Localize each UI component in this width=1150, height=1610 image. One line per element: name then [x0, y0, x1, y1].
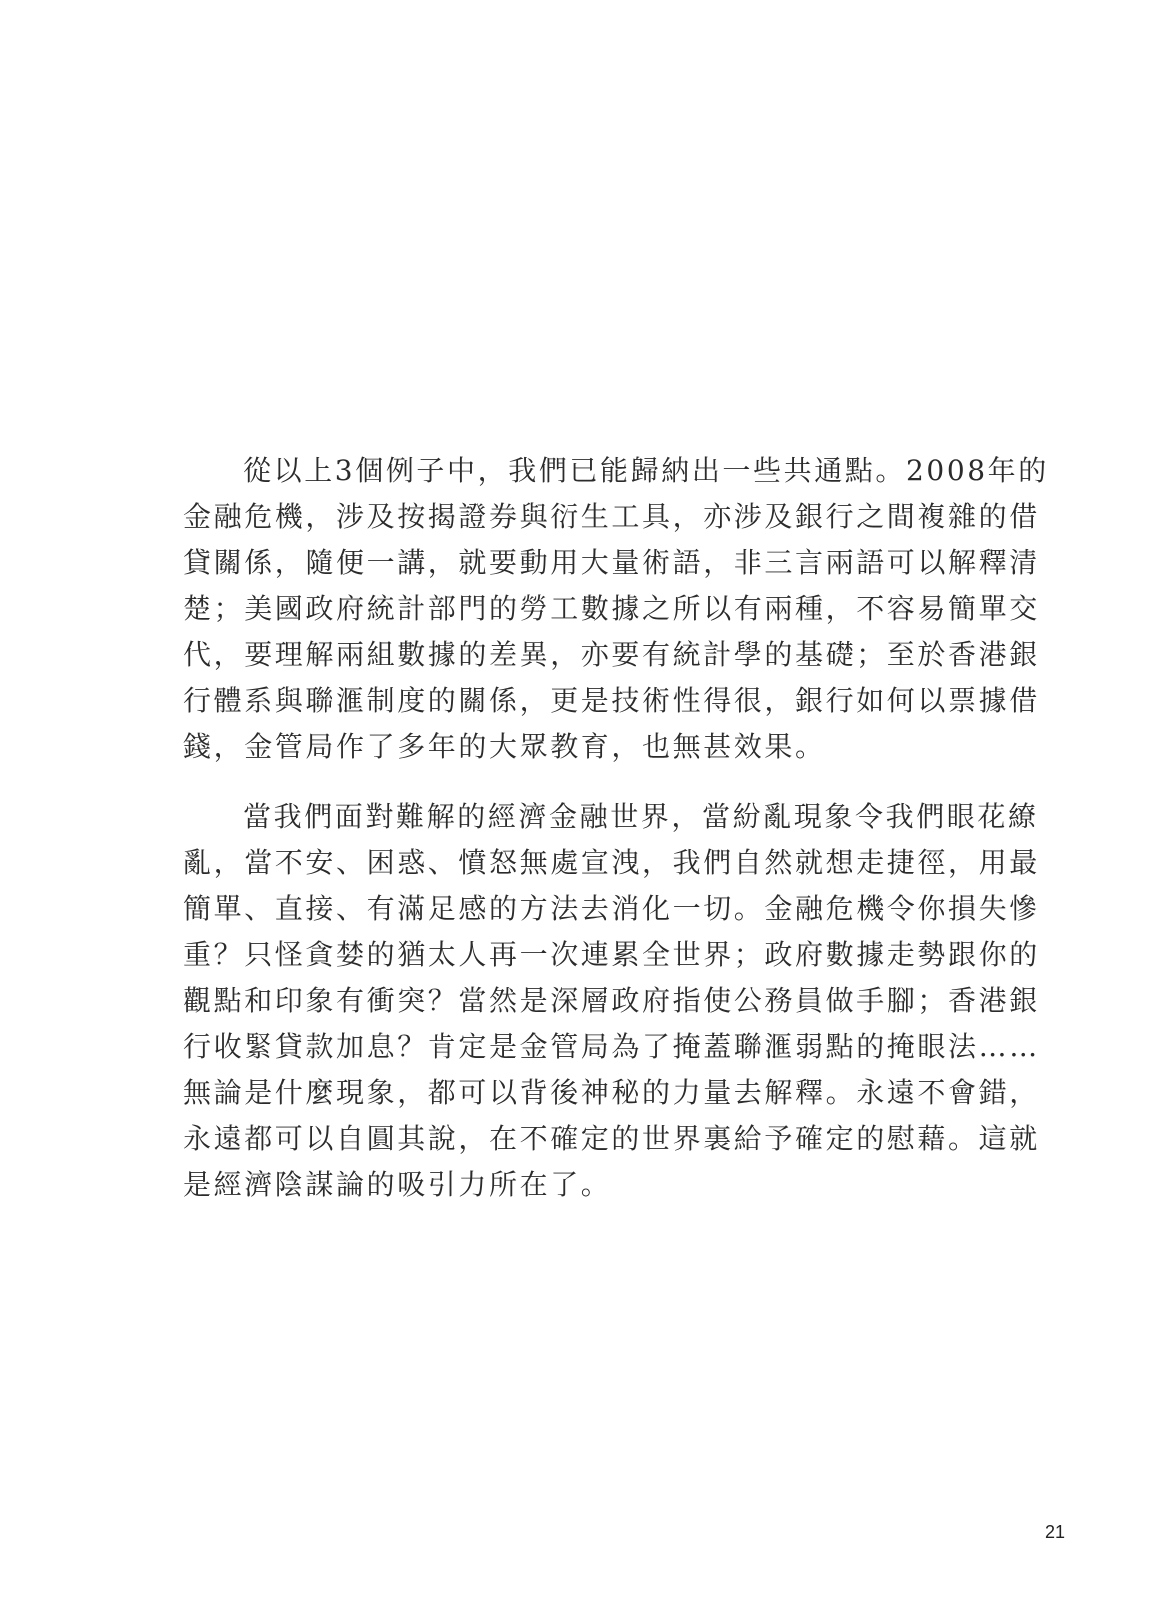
paragraph-line: 錢，金管局作了多年的大眾教育，也無甚效果。: [183, 730, 826, 763]
paragraph-line: 從以上3個例子中，我們已能歸納出一些共通點。2008年的: [243, 454, 1049, 487]
body-text: [183, 448, 1049, 1232]
paragraph-line: 金融危機，涉及按揭證券與衍生工具，亦涉及銀行之間複雜的借: [183, 500, 1040, 533]
paragraph-line: 亂，當不安、困惑、憤怒無處宣洩，我們自然就想走捷徑，用最: [183, 846, 1040, 879]
paragraph-line: 楚；美國政府統計部門的勞工數據之所以有兩種，不容易簡單交: [183, 592, 1040, 625]
paragraph-line: 永遠都可以自圓其說，在不確定的世界裏給予確定的慰藉。這就: [183, 1122, 1040, 1155]
paragraph-line: 行收緊貸款加息？肯定是金管局為了掩蓋聯滙弱點的掩眼法……: [183, 1030, 1040, 1063]
paragraph-2: [183, 794, 1040, 1208]
paragraph-1: [183, 448, 1049, 770]
paragraph-line: 行體系與聯滙制度的關係，更是技術性得很，銀行如何以票據借: [183, 684, 1040, 717]
paragraph-line: 觀點和印象有衝突？當然是深層政府指使公務員做手腳；香港銀: [183, 984, 1040, 1017]
paragraph-line: 重？只怪貪婪的猶太人再一次連累全世界；政府數據走勢跟你的: [183, 938, 1040, 971]
paragraph-line: 是經濟陰謀論的吸引力所在了。: [183, 1168, 612, 1201]
paragraph-line: 代，要理解兩組數據的差異，亦要有統計學的基礎；至於香港銀: [183, 638, 1040, 671]
page-number: 21: [1044, 1522, 1065, 1542]
paragraph-line: 簡單、直接、有滿足感的方法去消化一切。金融危機令你損失慘: [183, 892, 1040, 925]
paragraph-line: 無論是什麼現象，都可以背後神秘的力量去解釋。永遠不會錯，: [183, 1076, 1040, 1109]
paragraph-line: 當我們面對難解的經濟金融世界，當紛亂現象令我們眼花繚: [243, 800, 1039, 833]
paragraph-line: 貸關係，隨便一講，就要動用大量術語，非三言兩語可以解釋清: [183, 546, 1040, 579]
